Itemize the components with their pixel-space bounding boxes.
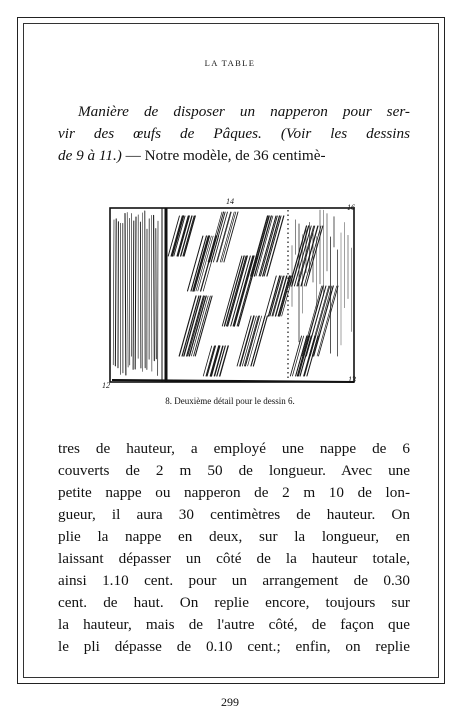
hatch-stroke bbox=[135, 217, 136, 369]
para2-line: petite nappe ou napperon de 2 m 10 de lon- bbox=[58, 484, 410, 501]
mark-top: 14 bbox=[226, 197, 234, 206]
hatch-stroke bbox=[183, 216, 194, 256]
para2-line: gueur, il aura 30 centimètres de hauteur. On bbox=[58, 506, 410, 523]
body-paragraph bbox=[58, 438, 410, 658]
hatch-stroke bbox=[194, 236, 209, 291]
para2-line: laissant dépasser un côté de la hauteur totale, bbox=[58, 550, 410, 567]
para1-line-1: Manière de disposer un napperon pour ser- bbox=[78, 103, 410, 120]
hatch-stroke bbox=[191, 236, 206, 291]
hatch-stroke bbox=[217, 212, 231, 262]
para1-line-3-italic: de 9 à 11.) bbox=[58, 147, 122, 164]
para1-line-3 bbox=[58, 145, 410, 167]
hatch-stroke bbox=[222, 256, 242, 326]
hatch-stroke bbox=[220, 212, 234, 262]
running-head: LA TABLE bbox=[204, 58, 256, 68]
hatch-stroke bbox=[210, 212, 224, 262]
para2-line: couverts de 2 m 50 de longueur. Avec une bbox=[58, 462, 410, 479]
hatch-stroke bbox=[211, 212, 225, 262]
para2-line: plie la nappe en deux, sur la longueur, en bbox=[58, 528, 410, 545]
para2-line: le pli dépasse de 0.10 cent.; enfin, on replie bbox=[58, 638, 410, 655]
hatch-stroke bbox=[179, 296, 196, 356]
page-number: 299 bbox=[221, 695, 239, 709]
para2-line: cent. de haut. On replie encore, toujours sur bbox=[58, 594, 410, 611]
hatch-stroke bbox=[318, 286, 338, 356]
hatch-stroke bbox=[201, 236, 216, 291]
hatch-stroke bbox=[127, 212, 128, 367]
hatch-stroke bbox=[259, 216, 276, 276]
hatch-stroke bbox=[240, 316, 254, 366]
para2-line: ainsi 1.10 cent. pour un arrangement de 0.30 bbox=[58, 572, 410, 589]
intro-paragraph bbox=[58, 101, 410, 167]
para2-line: la hauteur, mais de l'autre côté, de façon que bbox=[58, 616, 410, 633]
hatch-stroke bbox=[253, 316, 267, 366]
cloth-shading bbox=[113, 210, 351, 376]
hatch-stroke bbox=[267, 216, 284, 276]
hatch-stroke bbox=[251, 316, 265, 366]
hatch-stroke bbox=[297, 226, 314, 286]
hatch-stroke bbox=[154, 215, 155, 360]
figure-caption: 8. Deuxième détail pour le dessin 6. bbox=[165, 396, 295, 406]
hatch-stroke bbox=[307, 336, 318, 376]
hatch-stroke bbox=[125, 214, 126, 375]
mark-bottom-right: 13 bbox=[348, 375, 356, 384]
para2-line: tres de hauteur, a employé une nappe de 6 bbox=[58, 440, 410, 457]
hatch-stroke bbox=[113, 220, 114, 365]
hatch-stroke bbox=[224, 212, 238, 262]
hatch-stroke bbox=[133, 221, 134, 369]
mark-top-right: 16 bbox=[347, 203, 355, 212]
folded-tablecloth-illustration bbox=[102, 196, 360, 390]
mark-bottom-left: 12 bbox=[102, 381, 110, 390]
hatch-stroke bbox=[187, 296, 204, 356]
hatch-stroke bbox=[171, 216, 182, 256]
para1-line-2: vir des œufs de Pâques. (Voir les dessins bbox=[58, 125, 410, 142]
hatch-stroke bbox=[140, 222, 141, 368]
para1-line-3-text: — Notre modèle, de 36 centimè- bbox=[121, 147, 326, 164]
hatch-stroke bbox=[208, 212, 222, 262]
hatch-stroke bbox=[248, 316, 262, 366]
hatch-stroke bbox=[115, 219, 116, 366]
